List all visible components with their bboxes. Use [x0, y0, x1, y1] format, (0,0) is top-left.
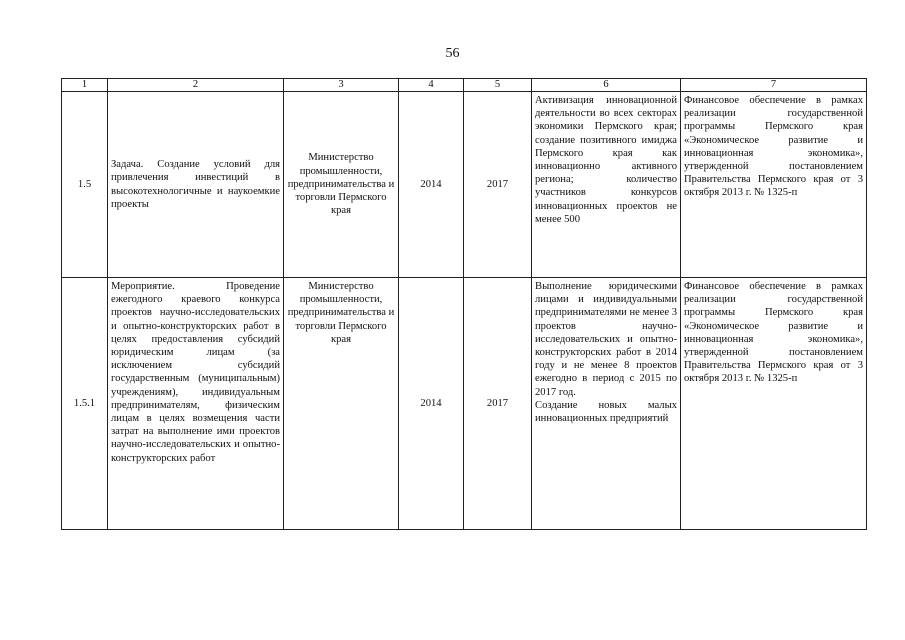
row-start-year: 2014 — [399, 92, 464, 278]
table-row — [62, 92, 867, 278]
row-end-year: 2017 — [464, 278, 532, 530]
row-connection: Финансовое обеспечение в рамках реализации государственной программы Пермского края «Экономическое развитие и инновационная экономика», утвержденной постановлением Правительства Пермского края от 3 октября 2013 г. № 1325-п — [681, 92, 867, 278]
row-result-part: Выполнение юридическими лицами и индивидуальными предпринимателями не менее 3 проектов научно-исследовательских и опытно-конструкторских работ в 2014 году и не менее 8 проектов ежегодно в период с 2015 по 2017 год. — [535, 281, 677, 398]
column-number: 1 — [62, 79, 108, 92]
column-number: 2 — [108, 79, 284, 92]
row-result: Активизация инновационной деятельности во всех секторах экономики Пермского края; создание позитивного имиджа Пермского края как инновационно активного региона; количество участников конкурсов инновационных проектов не менее 500 — [532, 92, 681, 278]
table-row — [62, 278, 867, 530]
column-number: 6 — [532, 79, 681, 92]
row-code: 1.5 — [62, 92, 108, 278]
row-start-year: 2014 — [399, 278, 464, 530]
column-number-row — [62, 79, 867, 92]
column-number: 7 — [681, 79, 867, 92]
row-end-year: 2017 — [464, 92, 532, 278]
row-name: Мероприятие. Проведение ежегодного краевого конкурса проектов научно-исследовательских и опытно-конструкторских работ в целях предоставления субсидий юридическим лицам (за исключением субсидий государственным (муниципальным) учреждениям), индивидуальным предпринимателям, физическим лицам в целях возмещения части затрат на выполнение ими проектов научно-исследовательских и опытно-конструкторских работ — [108, 278, 284, 530]
row-code: 1.5.1 — [62, 278, 108, 530]
column-number: 4 — [399, 79, 464, 92]
row-result — [532, 278, 681, 530]
row-connection: Финансовое обеспечение в рамках реализации государственной программы Пермского края «Экономическое развитие и инновационная экономика», утвержденной постановлением Правительства Пермского края от 3 октября 2013 г. № 1325-п — [681, 278, 867, 530]
column-number: 3 — [284, 79, 399, 92]
column-number: 5 — [464, 79, 532, 92]
page-number: 56 — [445, 46, 460, 61]
row-name: Задача. Создание условий для привлечения инвестиций в высокотехнологичные и наукоемкие проекты — [108, 92, 284, 278]
row-executor: Министерство промышленности, предпринимательства и торговли Пермского края — [284, 92, 399, 278]
row-executor: Министерство промышленности, предпринимательства и торговли Пермского края — [284, 278, 399, 530]
row-result-part: Создание новых малых инновационных предприятий — [535, 399, 677, 425]
program-table — [61, 78, 867, 530]
